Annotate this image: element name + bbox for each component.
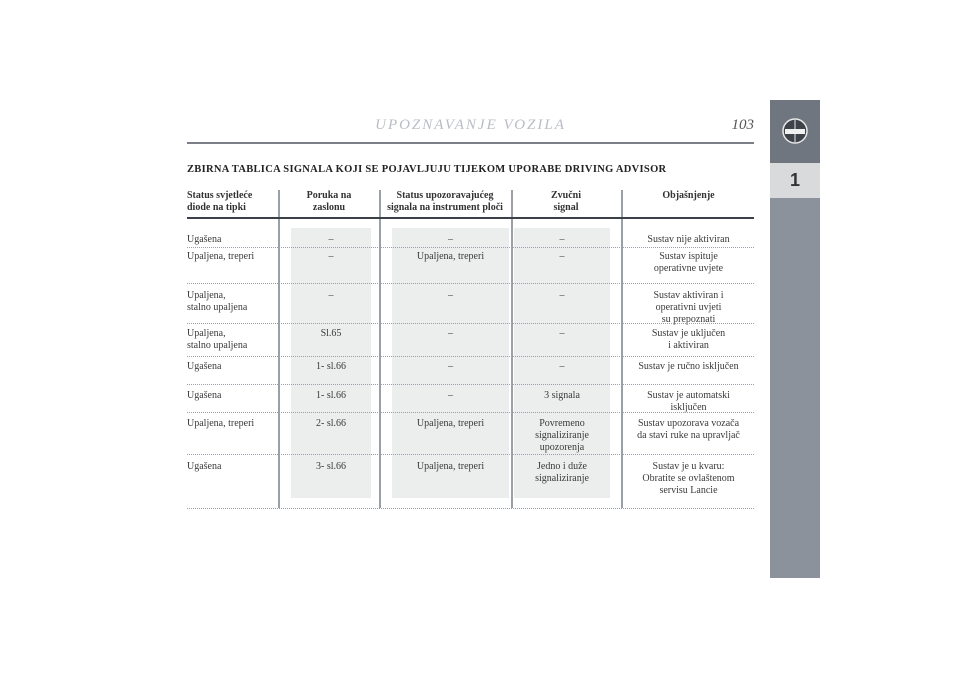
header-led-status: Status svjetleće diode na tipki xyxy=(187,190,253,213)
column-separator xyxy=(278,190,280,508)
warning-light-cell: – xyxy=(448,390,453,401)
row-divider xyxy=(187,356,754,357)
buzzer-cell: 3 signala xyxy=(544,390,580,401)
led-status-cell: Upaljena, treperi xyxy=(187,251,255,262)
buzzer-cell: – xyxy=(559,251,565,262)
row-divider xyxy=(187,454,754,455)
display-message-cell: – xyxy=(328,234,334,245)
display-message-cell: 3- sl.66 xyxy=(316,461,346,472)
explanation-cell: Sustav ispituje operativne uvjete xyxy=(653,251,724,274)
warning-light-cell: Upaljena, treperi xyxy=(416,461,485,472)
explanation-cell: Sustav aktiviran i operativni uvjeti su prepoznati xyxy=(653,290,724,325)
led-status-cell: Ugašena xyxy=(187,234,222,245)
display-message-cell: 1- sl.66 xyxy=(316,390,346,401)
header-display-message: Poruka na zaslonu xyxy=(306,190,352,213)
warning-light-cell: – xyxy=(448,361,453,372)
buzzer-cell: – xyxy=(559,361,565,372)
led-status-cell: Ugašena xyxy=(187,461,222,472)
explanation-cell: Sustav nije aktiviran xyxy=(647,234,730,245)
row-divider xyxy=(187,508,754,509)
buzzer-cell: Jedno i duže signaliziranje xyxy=(535,461,589,484)
signals-table xyxy=(187,190,754,510)
header-buzzer: Zvučni signal xyxy=(550,190,581,213)
buzzer-cell: – xyxy=(559,328,565,339)
header-rule xyxy=(187,142,754,144)
column-separator xyxy=(511,190,513,508)
explanation-cell: Sustav je u kvaru: Obratite se ovlaštenom servisu Lancie xyxy=(642,461,735,496)
display-message-cell: Sl.65 xyxy=(320,328,342,339)
buzzer-cell: – xyxy=(559,234,565,245)
chapter-sidebar xyxy=(770,100,820,578)
header-explanation: Objašnjenje xyxy=(662,190,715,201)
warning-light-cell: – xyxy=(448,234,453,245)
running-head xyxy=(187,117,754,139)
display-message-cell: – xyxy=(328,290,334,301)
page-number: 103 xyxy=(731,117,754,133)
led-status-cell: Upaljena, stalno upaljena xyxy=(187,328,248,351)
warning-light-cell: – xyxy=(448,290,453,301)
explanation-cell: Sustav je automatski isključen xyxy=(647,390,730,413)
warning-light-cell: – xyxy=(448,328,453,339)
display-message-cell: 2- sl.66 xyxy=(316,418,346,429)
table-title: ZBIRNA TABLICA SIGNALA KOJI SE POJAVLJUJU TIJEKOM UPORABE DRIVING ADVISOR xyxy=(187,164,667,175)
buzzer-cell: Povremeno signaliziranje upozorenja xyxy=(535,418,589,453)
display-message-cell: – xyxy=(328,251,334,262)
chapter-tab[interactable]: 1 xyxy=(770,163,820,198)
sidebar-logo-area xyxy=(770,100,820,163)
header-warning-light: Status upozoravajućeg signala na instrument ploči xyxy=(387,190,503,213)
header-rule-line xyxy=(187,217,754,219)
buzzer-cell: – xyxy=(559,290,565,301)
column-separator xyxy=(379,190,381,508)
row-divider xyxy=(187,283,754,284)
row-divider xyxy=(187,412,754,413)
row-divider xyxy=(187,384,754,385)
explanation-cell: Sustav upozorava vozača da stavi ruke na upravljač xyxy=(637,418,740,441)
warning-light-cell: Upaljena, treperi xyxy=(416,418,485,429)
section-title: UPOZNAVANJE VOZILA xyxy=(375,117,566,133)
lancia-logo-icon xyxy=(782,118,808,144)
led-status-cell: Upaljena, stalno upaljena xyxy=(187,290,248,313)
row-divider xyxy=(187,247,754,248)
display-message-cell: 1- sl.66 xyxy=(316,361,346,372)
warning-light-cell: Upaljena, treperi xyxy=(416,251,485,262)
row-divider xyxy=(187,323,754,324)
explanation-cell: Sustav je ručno isključen xyxy=(638,361,739,372)
explanation-cell: Sustav je uključen i aktiviran xyxy=(651,328,726,351)
led-status-cell: Ugašena xyxy=(187,361,222,372)
led-status-cell: Ugašena xyxy=(187,390,222,401)
led-status-cell: Upaljena, treperi xyxy=(187,418,255,429)
